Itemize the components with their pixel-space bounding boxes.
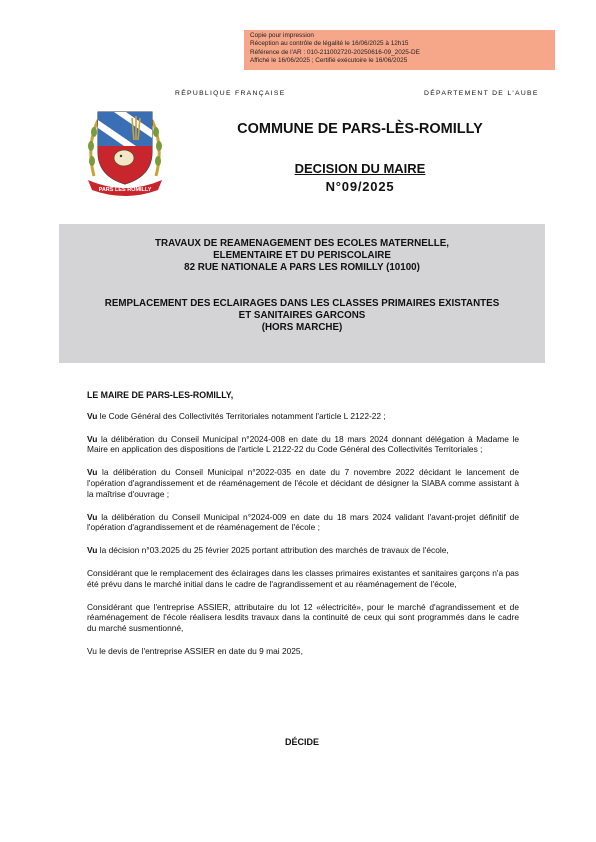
stamp-line: Référence de l'AR : 010-211002720-20250616-09_2025-DE xyxy=(250,48,420,56)
commune-title: COMMUNE DE PARS-LÈS-ROMILLY xyxy=(237,121,483,137)
vu-text: la délibération du Conseil Municipal n°2024-009 en date du 18 mars 2024 validant l'avant-projet définitif de l'opération d'agrandissement et de réaménagement de l'école ; xyxy=(87,511,519,533)
decision-title: DECISION DU MAIRE xyxy=(294,161,426,176)
vu-text: la délibération du Conseil Municipal n°2024-008 en date du 18 mars 2024 donnant délégation à Madame le Maire en application des dispositions de l'article L 2122-22 du Code Général des Collectivités Territoriales ; xyxy=(87,433,519,455)
vu-paragraph xyxy=(87,545,519,556)
crest-ribbon-text: PARS LES ROMILLY xyxy=(98,187,152,193)
vu-paragraph xyxy=(87,434,519,456)
vu-keyword: Vu xyxy=(87,467,98,478)
vu-text: la décision n°03.2025 du 25 février 2025 portant attribution des marchés de travaux de l'école, xyxy=(97,545,449,556)
coat-of-arms-icon xyxy=(84,106,166,198)
republique-label: RÉPUBLIQUE FRANÇAISE xyxy=(175,90,286,97)
object-line: TRAVAUX DE REAMENAGEMENT DES ECOLES MATERNELLE, xyxy=(155,238,449,249)
decision-body xyxy=(87,390,519,669)
vu-devis-paragraph: Vu le devis de l'entreprise ASSIER en date du 9 mai 2025, xyxy=(87,645,303,656)
decision-number: N°09/2025 xyxy=(325,179,395,194)
vu-paragraph xyxy=(87,467,519,499)
considerant-paragraph: Considérant que l'entreprise ASSIER, attributaire du lot 12 «électricité», pour le marché d'agrandissement et de réaménagement de l'école réalisera lesdits travaux dans la continuité de ceux qui sont programmés dans le cadre du marché susmentionné, xyxy=(87,601,519,634)
stamp-line: Réception au contrôle de légalité le 16/06/2025 à 12h15 xyxy=(250,40,409,48)
considerant-paragraph: Considérant que le remplacement des éclairages dans les classes primaires existantes et sanitaires garçons n'a pas été prévu dans le marché initial dans le cadre de l'agrandissement et au réaménagement de l'école, xyxy=(87,567,519,589)
object-line: ELEMENTAIRE ET DU PERISCOLAIRE xyxy=(213,250,391,261)
decide-heading: DÉCIDE xyxy=(284,737,319,747)
vu-keyword: Vu xyxy=(87,433,98,444)
object-line: 82 RUE NATIONALE A PARS LES ROMILLY (10100) xyxy=(184,262,420,273)
departement-label: DÉPARTEMENT DE L'AUBE xyxy=(424,90,539,97)
vu-text: la délibération du Conseil Municipal n°2022-035 en date du 7 novembre 2022 décidant le lancement de l'opération d'agrandissement et de réaménagement de l'école et décidant de désigner la SIABA comme assistant à la maîtrise d'ouvrage ; xyxy=(87,467,519,499)
object-block-works xyxy=(59,238,545,274)
vu-paragraph xyxy=(87,512,519,534)
maire-heading: LE MAIRE DE PARS-LES-ROMILLY, xyxy=(87,390,234,400)
vu-keyword: Vu xyxy=(87,545,98,556)
vu-keyword: Vu xyxy=(87,511,98,522)
stamp-line: Affiché le 16/06/2025 ; Certifié exécutoire le 16/06/2025 xyxy=(250,56,408,64)
object-line: REMPLACEMENT DES ECLAIRAGES DANS LES CLASSES PRIMAIRES EXISTANTES xyxy=(104,298,500,309)
object-line: (HORS MARCHE) xyxy=(261,322,343,333)
vu-paragraph xyxy=(87,411,519,422)
stamp-line: Copie pour impression xyxy=(250,32,314,39)
vu-keyword: Vu xyxy=(87,410,98,421)
object-line: ET SANITAIRES GARCONS xyxy=(238,310,366,321)
vu-text: le Code Général des Collectivités Territoriales notamment l'article L 2122-22 ; xyxy=(97,410,386,421)
object-block-lighting xyxy=(59,298,545,334)
legality-stamp xyxy=(244,30,555,70)
